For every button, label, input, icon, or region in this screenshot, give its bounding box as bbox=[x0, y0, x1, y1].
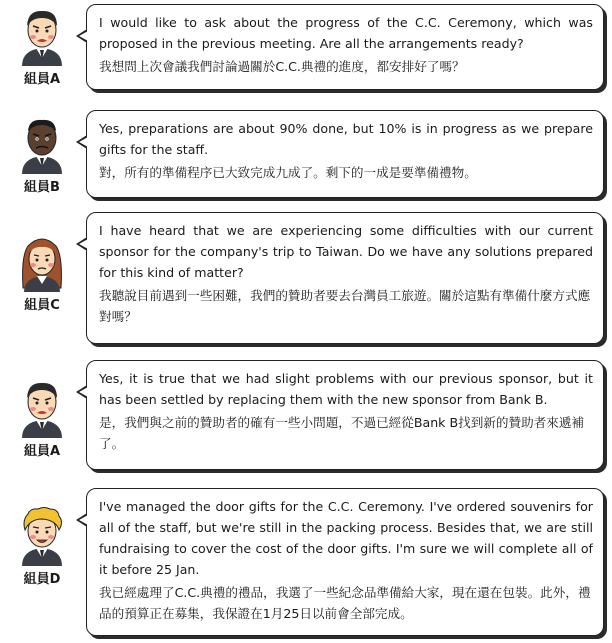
man-blond-hair-avatar-icon bbox=[16, 506, 68, 566]
speaker-avatar bbox=[6, 114, 78, 195]
english-text: I've managed the door gifts for the C.C. Ceremony. I've ordered souvenirs for all of the staff, but we're still in the packing process. Besides that, we are still fundraising to cover the cost of the door gifts. I'm sure we will complete all of it before 25 Jan. bbox=[99, 499, 593, 577]
speech-bubble bbox=[86, 488, 604, 636]
speaker-name: 組員C bbox=[24, 298, 60, 313]
speaker-name: 組員A bbox=[23, 444, 61, 459]
chinese-text: 我聽說目前遇到一些困難，我們的贊助者要去台灣員工旅遊。關於這點有準備什麼方式應對嗎？ bbox=[99, 288, 591, 324]
english-text: Yes, preparations are about 90% done, but 10% is in progress as we prepare gifts for the staff. bbox=[99, 121, 593, 157]
speaker-name: 組員A bbox=[23, 72, 61, 87]
woman-brown-hair-avatar-icon bbox=[16, 232, 68, 292]
chinese-text: 我已經處理了C.C.典禮的禮品，我選了一些紀念品準備給大家，現在還在包裝。此外，禮品的預算正在募集，我保證在1月25日以前會全部完成。 bbox=[99, 585, 591, 621]
speech-bubble bbox=[86, 4, 604, 90]
english-text: I have heard that we are experiencing some difficulties with our current sponsor for the company's trip to Taiwan. Do we have any solutions prepared for this kind of matter? bbox=[99, 223, 593, 280]
speaker-avatar bbox=[6, 6, 78, 87]
english-text: I would like to ask about the progress of the C.C. Ceremony, which was proposed in the previous meeting. Are all the arrangements ready? bbox=[99, 15, 593, 51]
speaker-name: 組員D bbox=[23, 572, 61, 587]
chinese-text: 是，我們與之前的贊助者的確有一些小問題，不過已經從Bank B找到新的贊助者來遞補了。 bbox=[99, 415, 585, 451]
speaker-avatar bbox=[6, 232, 78, 313]
speaker-name: 組員B bbox=[24, 180, 60, 195]
english-text: Yes, it is true that we had slight problems with our previous sponsor, but it has been settled by replacing them with the new sponsor from Bank B. bbox=[99, 371, 593, 407]
chinese-text: 我想問上次會議我們討論過關於C.C.典禮的進度，都安排好了嗎？ bbox=[99, 59, 465, 74]
speech-bubble bbox=[86, 110, 604, 198]
speaker-avatar bbox=[6, 506, 78, 587]
man-worried-avatar-icon bbox=[16, 6, 68, 66]
chinese-text: 對，所有的準備程序已大致完成九成了。剩下的一成是要準備禮物。 bbox=[99, 165, 477, 180]
speech-bubble bbox=[86, 212, 604, 344]
man-worried-avatar-icon bbox=[16, 378, 68, 438]
man-dark-skin-avatar-icon bbox=[16, 114, 68, 174]
speaker-avatar bbox=[6, 378, 78, 459]
speech-bubble bbox=[86, 360, 604, 470]
